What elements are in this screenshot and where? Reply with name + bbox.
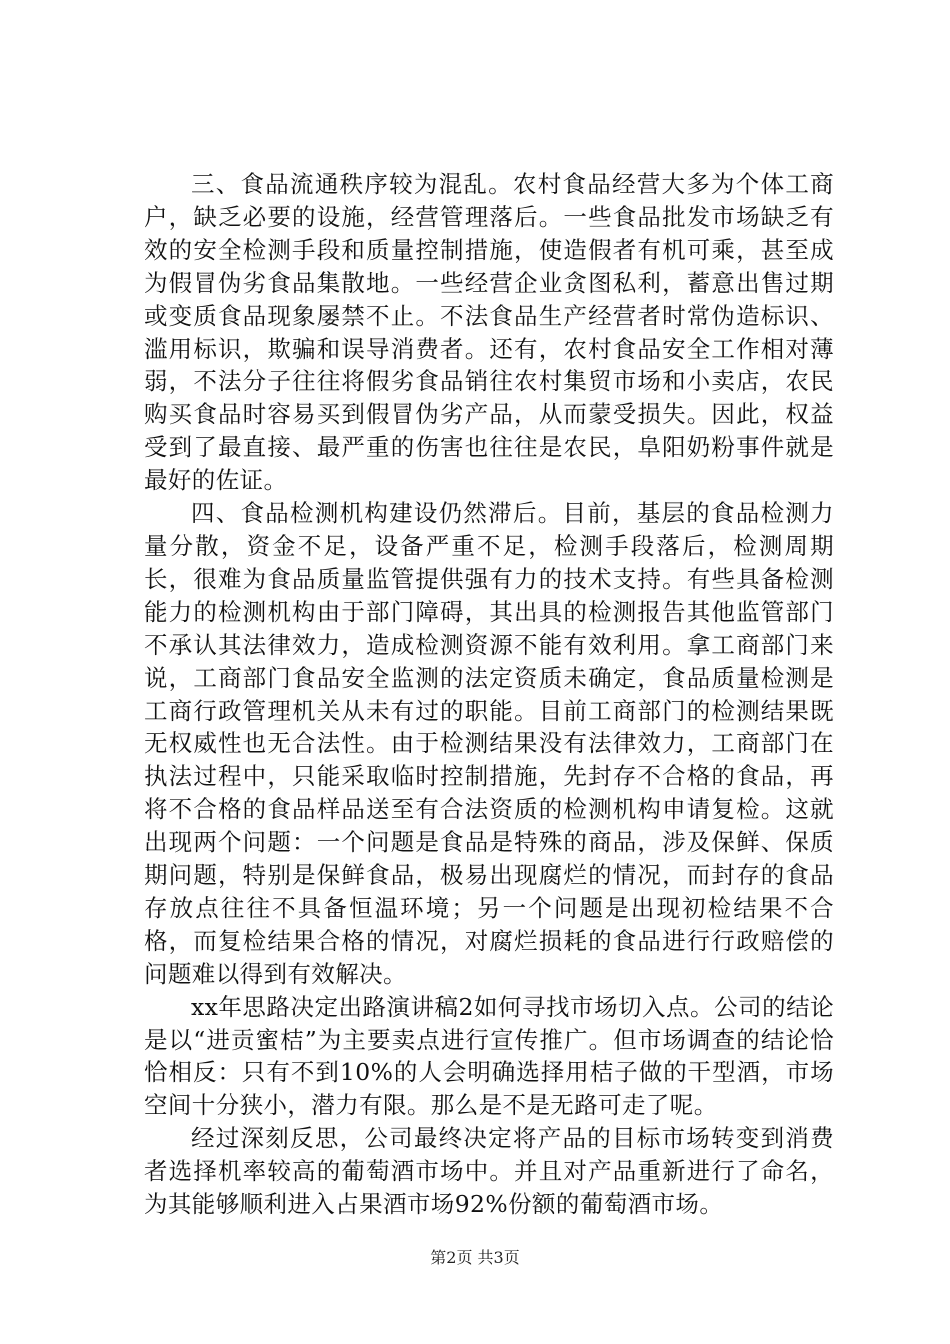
paragraph-market-entry: xx年思路决定出路演讲稿2如何寻找市场切入点。公司的结论是以“进贡蜜桔”为主要卖点进行宣传推广。但市场调查的结论恰恰相反：只有不到10%的人会明确选择用桔子做的干型酒，市场空间十分狭小，潜力有限。那么是不是无路可走了呢。 <box>144 992 834 1120</box>
document-body <box>144 168 834 1221</box>
paragraph-section-three: 三、食品流通秩序较为混乱。农村食品经营大多为个体工商户，缺乏必要的设施，经营管理落后。一些食品批发市场缺乏有效的安全检测手段和质量控制措施，使造假者有机可乘，甚至成为假冒伪劣食品集散地。一些经营企业贪图私利，蓄意出售过期或变质食品现象屡禁不止。不法食品生产经营者时常伪造标识、滥用标识，欺骗和误导消费者。还有，农村食品安全工作相对薄弱，不法分子往往将假劣食品销往农村集贸市场和小卖店，农民购买食品时容易买到假冒伪劣产品，从而蒙受损失。因此，权益受到了最直接、最严重的伤害也往往是农民，阜阳奶粉事件就是最好的佐证。 <box>144 170 834 495</box>
paragraph-reflection: 经过深刻反思，公司最终决定将产品的目标市场转变到消费者选择机率较高的葡萄酒市场中。并且对产品重新进行了命名，为其能够顺利进入占果酒市场92%份额的葡萄酒市场。 <box>144 1124 834 1219</box>
page-number-footer: 第2页 共3页 <box>430 1248 520 1267</box>
paragraph-section-four: 四、食品检测机构建设仍然滞后。目前，基层的食品检测力量分散，资金不足，设备严重不足，检测手段落后，检测周期长，很难为食品质量监管提供强有力的技术支持。有些具备检测能力的检测机构由于部门障碍，其出具的检测报告其他监管部门不承认其法律效力，造成检测资源不能有效利用。拿工商部门来说，工商部门食品安全监测的法定资质未确定，食品质量检测是工商行政管理机关从未有过的职能。目前工商部门的检测结果既无权威性也无合法性。由于检测结果没有法律效力，工商部门在执法过程中，只能采取临时控制措施，先封存不合格的食品，再将不合格的食品样品送至有合法资质的检测机构申请复检。这就出现两个问题：一个问题是食品是特殊的商品，涉及保鲜、保质期问题，特别是保鲜食品，极易出现腐烂的情况，而封存的食品存放点往往不具备恒温环境；另一个问题是出现初检结果不合格，而复检结果合格的情况，对腐烂损耗的食品进行行政赔偿的问题难以得到有效解决。 <box>144 499 834 988</box>
